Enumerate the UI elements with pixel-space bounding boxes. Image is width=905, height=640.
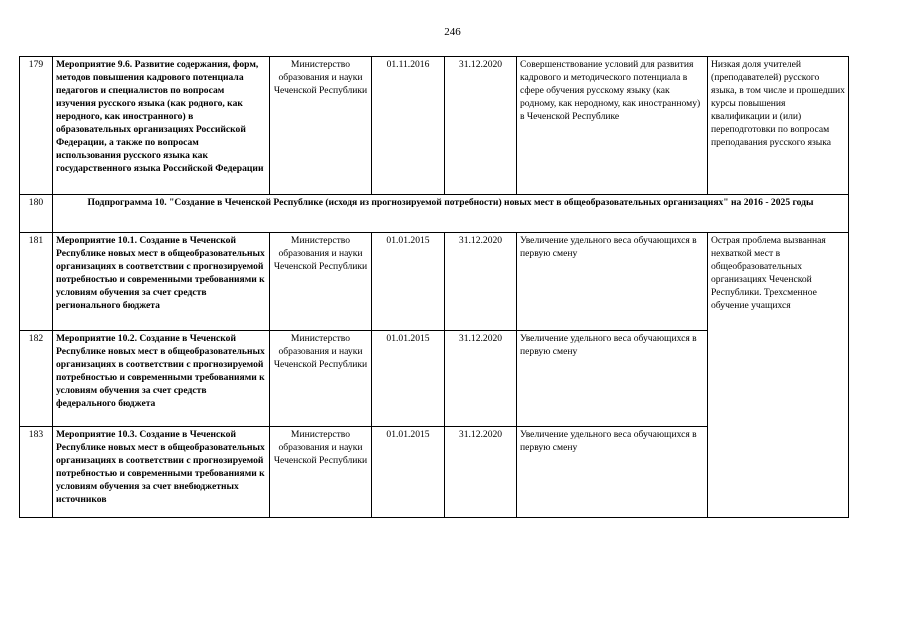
responsible-executor: Министерство образования и науки Чеченской Республики	[270, 427, 372, 518]
responsible-executor: Министерство образования и науки Чеченской Республики	[270, 233, 372, 331]
row-number: 181	[20, 233, 53, 331]
expected-result: Увеличение удельного веса обучающихся в первую смену	[517, 427, 708, 518]
activity-name: Мероприятие 10.2. Создание в Чеченской Республике новых мест в общеобразовательных организациях в соответствии с прогнозируемой потребностью и современными требованиями к условиям обучения за счет средств федерального бюджета	[53, 331, 270, 427]
row-number: 182	[20, 331, 53, 427]
end-date: 31.12.2020	[445, 57, 517, 195]
row-number: 179	[20, 57, 53, 195]
program-activities-table	[19, 56, 849, 518]
problem-description: Острая проблема вызванная нехваткой мест в общеобразовательных организациях Чеченской Республики. Трехсменное обучение учащихся	[708, 233, 849, 518]
activity-name	[53, 427, 270, 518]
activity-name-text: Мероприятие 10.3. Создание в Чеченской Республике новых мест в общеобразовательных организациях в соответствии с прогнозируемой потребностью и современными требованиями к условиям обучения за счет внебюджетных источников	[56, 429, 265, 505]
start-date: 01.11.2016	[372, 57, 445, 195]
end-date: 31.12.2020	[445, 331, 517, 427]
activity-name: Мероприятие 10.1. Создание в Чеченской Республике новых мест в общеобразовательных организациях в соответствии с прогнозируемой потребностью и современными требованиями к условиям обучения за счет средств регионального бюджета	[53, 233, 270, 331]
table-row	[20, 57, 849, 195]
expected-result: Увеличение удельного веса обучающихся в первую смену	[517, 331, 708, 427]
table-row	[20, 195, 849, 233]
start-date: 01.01.2015	[372, 331, 445, 427]
start-date: 01.01.2015	[372, 427, 445, 518]
expected-result: Совершенствование условий для развития кадрового и методического потенциала в сфере обучения русскому языку (как родному, как неродному, как иностранному) в Чеченской Республике	[517, 57, 708, 195]
row-number: 183	[20, 427, 53, 518]
activity-name: Мероприятие 9.6. Развитие содержания, форм, методов повышения кадрового потенциала педагогов и специалистов по вопросам изучения русского языка (как родного, как неродного, как иностранного) в образовательных организациях Российской Федерации, а также по вопросам использования русского языка как государственного языка Российской Федерации	[53, 57, 270, 195]
table-row	[20, 233, 849, 331]
expected-result: Увеличение удельного веса обучающихся в первую смену	[517, 233, 708, 331]
end-date: 31.12.2020	[445, 427, 517, 518]
problem-description: Низкая доля учителей (преподавателей) русского языка, в том числе и прошедших курсы повышения квалификации и (или) переподготовки по вопросам преподавания русского языка	[708, 57, 849, 195]
start-date: 01.01.2015	[372, 233, 445, 331]
row-number: 180	[20, 195, 53, 233]
end-date: 31.12.2020	[445, 233, 517, 331]
subprogram-title: Подпрограмма 10. "Создание в Чеченской Республике (исходя из прогнозируемой потребности) новых мест в общеобразовательных организациях" на 2016 - 2025 годы	[53, 195, 849, 233]
responsible-executor: Министерство образования и науки Чеченской Республики	[270, 331, 372, 427]
page-number: 246	[444, 26, 461, 38]
responsible-executor: Министерство образования и науки Чеченской Республики	[270, 57, 372, 195]
